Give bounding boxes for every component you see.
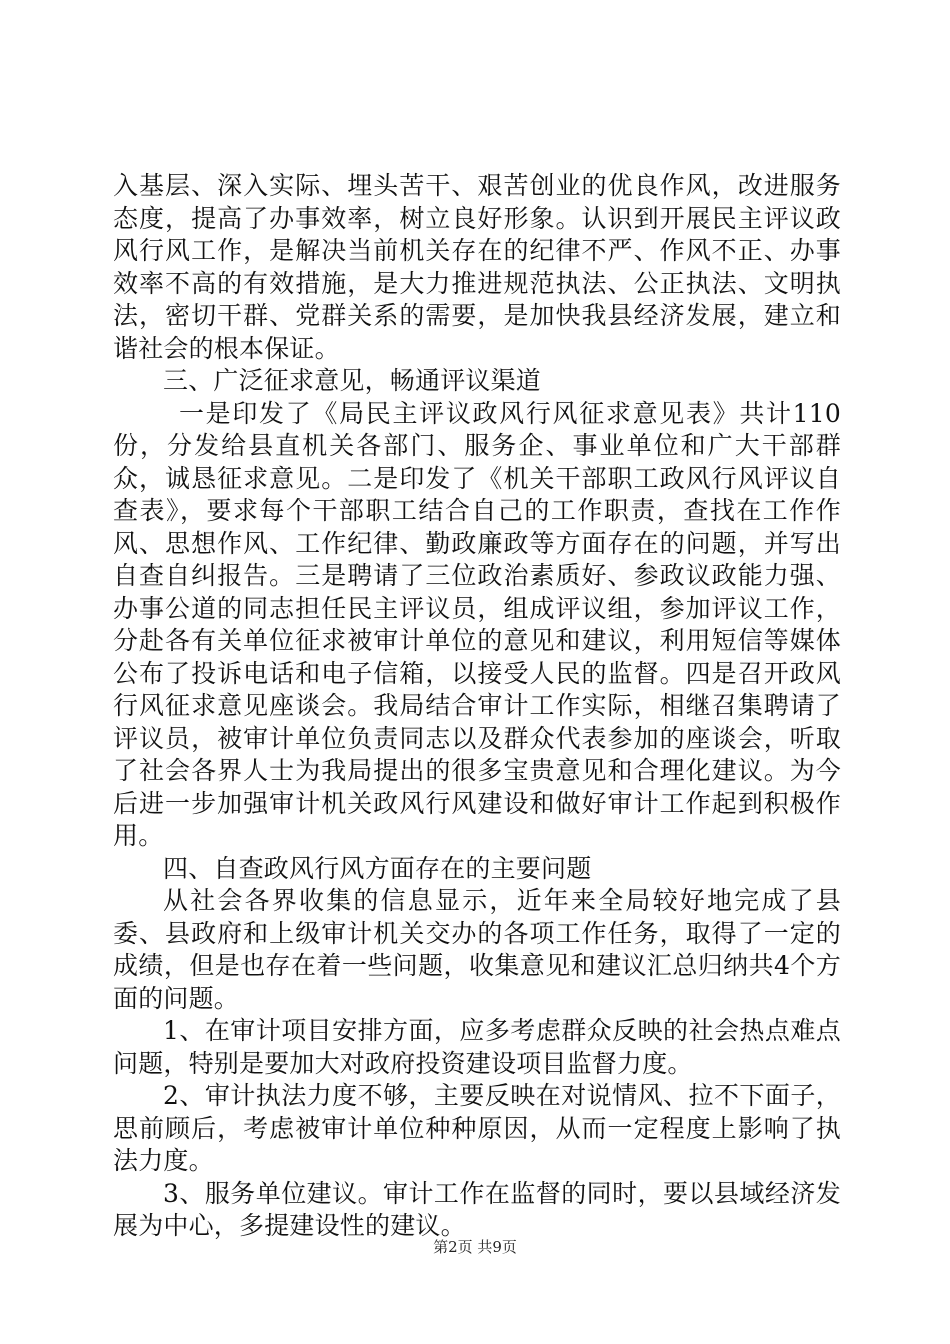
paragraph-continuation: 入基层、深入实际、埋头苦干、艰苦创业的优良作风，改进服务态度，提高了办事效率，树立良好形象。认识到开展民主评议政风行风工作，是解决当前机关存在的纪律不严、作风不正、办事效率不高的有效措施，是大力推进规范执法、公正执法、文明执法，密切干群、党群关系的需要，是加快我县经济发展，建立和谐社会的根本保证。: [113, 171, 841, 363]
page-footer: 第2页 共9页: [433, 1238, 517, 1256]
paragraph-feedback-channels: 一是印发了《局民主评议政风行风征求意见表》共计110份，分发给县直机关各部门、服务企、事业单位和广大干部群众，诚恳征求意见。二是印发了《机关干部职工政风行风评议自查表》，要求每个干部职工结合自己的工作职责，查找在工作作风、思想作风、工作纪律、勤政廉政等方面存在的问题，并写出自查自纠报告。三是聘请了三位政治素质好、参政议政能力强、办事公道的同志担任民主评议员，组成评议组，参加评议工作，分赴各有关单位征求被审计单位的意见和建议，利用短信等媒体公布了投诉电话和电子信箱，以接受人民的监督。四是召开政风行风征求意见座谈会。我局结合审计工作实际，相继召集聘请了评议员，被审计单位负责同志以及群众代表参加的座谈会，听取了社会各界人士为我局提出的很多宝贵意见和合理化建议。为今后进一步加强审计机关政风行风建设和做好审计工作起到积极作用。: [113, 398, 841, 850]
paragraph-problems-intro: 从社会各界收集的信息显示，近年来全局较好地完成了县委、县政府和上级审计机关交办的各项工作任务，取得了一定的成绩，但是也存在着一些问题，收集意见和建议汇总归纳共4个方面的问题。: [113, 886, 841, 1013]
document-body: [113, 170, 841, 1243]
list-item-2: 2、审计执法力度不够，主要反映在对说情风、拉不下面子，思前顾后，考虑被审计单位种种原因，从而一定程度上影响了执法力度。: [113, 1081, 841, 1175]
list-item-1: 1、在审计项目安排方面，应多考虑群众反映的社会热点难点问题，特别是要加大对政府投资建设项目监督力度。: [113, 1016, 841, 1078]
list-item-3: 3、服务单位建议。审计工作在监督的同时，要以县域经济发展为中心，多提建设性的建议。: [113, 1178, 841, 1240]
section-heading-3: 三、广泛征求意见，畅通评议渠道: [163, 366, 542, 395]
section-heading-4: 四、自查政风行风方面存在的主要问题: [163, 853, 592, 883]
